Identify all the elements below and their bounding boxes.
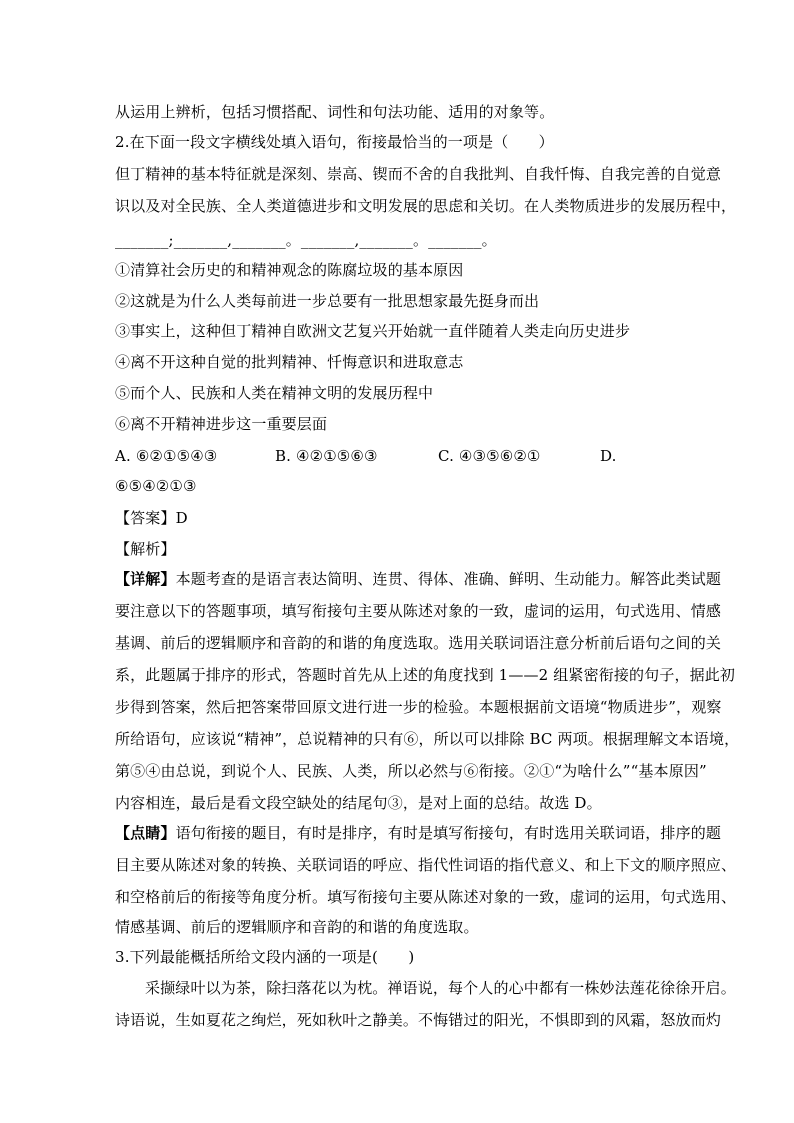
pointer-line xyxy=(115,822,722,844)
pointer-label: 【点睛】 xyxy=(115,824,176,842)
sentence-2: ②这就是为什么人类每前进一步总要有一批思想家最先挺身而出 xyxy=(115,292,540,310)
detail-line: 基调、前后的逻辑顺序和音韵的和谐的角度选取。选用关联词语注意分析前后语句之间的关 xyxy=(115,634,722,652)
option-a: A. ⑥②①⑤④③ xyxy=(115,447,218,465)
option-c: C. ④③⑤⑥②① xyxy=(438,447,541,465)
detail-line: 第⑤④由总说，到说个人、民族、人类，所以必然与⑥衔接。②①“为啥什么”“基本原因” xyxy=(115,762,707,780)
sentence-6: ⑥离不开精神进步这一重要层面 xyxy=(115,415,328,433)
text-line: 识以及对全民族、全人类道德进步和文明发展的思虑和关切。在人类物质进步的发展历程中， xyxy=(115,197,737,215)
option-b: B. ④②①⑤⑥③ xyxy=(275,447,378,465)
answer-label: 【答案】D xyxy=(115,509,188,527)
pointer-line: 情感基调、前后的逻辑顺序和音韵的和谐的角度选取。 xyxy=(115,918,479,936)
detail-line: 步得到答案，然后把答案带回原文进行进一步的检验。本题根据前文语境“物质进步”，观察 xyxy=(115,698,722,716)
sentence-1: ①清算社会历史的和精神观念的陈腐垃圾的基本原因 xyxy=(115,261,464,279)
options-row xyxy=(115,445,685,467)
detail-line: 系，此题属于排序的形式，答题时首先从上述的角度找到 1——2 组紧密衔接的句子，据此初 xyxy=(115,666,736,684)
question-3-title: 3.下列最能概括所给文段内涵的一项是( ) xyxy=(115,948,415,966)
detail-label: 【详解】 xyxy=(115,570,176,588)
detail-line xyxy=(115,568,722,590)
passage-line: 诗语说，生如夏花之绚烂，死如秋叶之静美。不悔错过的阳光，不惧即到的风霜，怒放而灼 xyxy=(115,1011,722,1029)
option-d: D. xyxy=(600,447,617,465)
option-d-continued: ⑥⑤④②①③ xyxy=(115,477,197,495)
question-2-title: 2.在下面一段文字横线处填入语句，衔接最恰当的一项是（ ） xyxy=(115,133,554,151)
detail-line: 内容相连，最后是看文段空缺处的结尾句③，是对上面的总结。故选 D。 xyxy=(115,794,602,812)
sentence-3: ③事实上，这种但丁精神自欧洲文艺复兴开始就一直伴随着人类走向历史进步 xyxy=(115,322,631,340)
passage-line: 采撷绿叶以为茶，除扫落花以为枕。禅语说，每个人的心中都有一株妙法莲花徐徐开启。 xyxy=(145,979,736,997)
detail-line: 要注意以下的答题事项，填写衔接句主要从陈述对象的一致，虚词的运用，句式选用、情感 xyxy=(115,602,722,620)
blank-line: _______;_______,_______。_______,_______。_______。 xyxy=(115,231,497,249)
pointer-line: 和空格前后的衔接等角度分析。填写衔接句主要从陈述对象的一致，虚词的运用，句式选用、 xyxy=(115,888,737,906)
text-line: 从运用上辨析，包括习惯搭配、词性和句法功能、适用的对象等。 xyxy=(115,103,555,121)
text-line: 但丁精神的基本特征就是深刻、崇高、锲而不舍的自我批判、自我忏悔、自我完善的自觉意 xyxy=(115,165,722,183)
sentence-5: ⑤而个人、民族和人类在精神文明的发展历程中 xyxy=(115,384,434,402)
detail-text: 本题考查的是语言表达简明、连贯、得体、准确、鲜明、生动能力。解答此类试题 xyxy=(175,570,722,588)
detail-line: 所给语句，应该说“精神”，总说精神的只有⑥，所以可以排除 BC 两项。根据理解文本语境， xyxy=(115,730,740,748)
pointer-line: 目主要从陈述对象的转换、关联词语的呼应、指代性词语的指代意义、和上下文的顺序照应、 xyxy=(115,856,737,874)
sentence-4: ④离不开这种自觉的批判精神、忏悔意识和进取意志 xyxy=(115,353,464,371)
pointer-text: 语句衔接的题目，有时是排序，有时是填写衔接句，有时选用关联词语，排序的题 xyxy=(175,824,722,842)
analysis-heading: 【解析】 xyxy=(115,540,176,558)
